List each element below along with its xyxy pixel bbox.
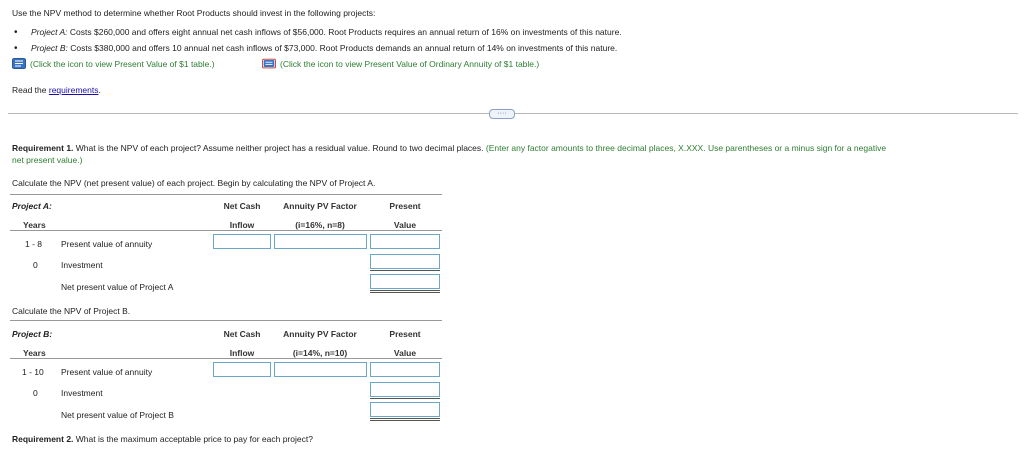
row-label: Investment	[61, 260, 103, 270]
requirement-1-hint-cont: net present value.)	[12, 155, 83, 165]
subtotal-rule	[370, 398, 440, 399]
row-label: Net present value of Project A	[61, 282, 174, 292]
table-icon[interactable]	[12, 58, 26, 69]
table-top-rule	[10, 194, 442, 195]
npv-project-a-input[interactable]	[370, 274, 440, 289]
requirement-1-question	[12, 143, 886, 153]
investment-input[interactable]	[370, 254, 440, 269]
project-a-description	[31, 27, 622, 37]
read-suffix: .	[98, 85, 101, 95]
requirement-1-hint: (Enter any factor amounts to three decimal places, X.XXX. Use parentheses or a minus sign for a negative	[485, 143, 887, 153]
value-header: Value	[393, 220, 417, 230]
years-header: Years	[23, 348, 46, 358]
years-cell: 1 - 8	[25, 239, 43, 249]
table-icon[interactable]	[262, 58, 276, 69]
present-header: Present	[389, 201, 421, 211]
net-cash-inflow-input[interactable]	[213, 234, 271, 249]
header-rule	[10, 358, 442, 359]
value-header: Value	[393, 348, 417, 358]
row-label: Investment	[61, 388, 103, 398]
project-b-table-label: Project B:	[12, 329, 53, 339]
years-cell: 0	[33, 260, 38, 270]
project-a-text: Costs $260,000 and offers eight annual net cash inflows of $56,000. Root Products requires an annual return of 16% on investments of this nature.	[67, 27, 622, 37]
factor-sub-header: (i=14%, n=10)	[292, 348, 348, 358]
requirement-1-text: What is the NPV of each project? Assume neither project has a residual value. Round to two decimal places.	[73, 143, 484, 153]
requirement-1-label: Requirement 1.	[12, 143, 74, 153]
years-header: Years	[23, 220, 46, 230]
factor-sub-header: (i=16%, n=8)	[295, 220, 345, 230]
net-cash-header: Net Cash	[223, 201, 261, 211]
calc-a-instruction: Calculate the NPV (net present value) of each project. Begin by calculating the NPV of Project A.	[12, 178, 376, 188]
instruction-text: Use the NPV method to determine whether Root Products should invest in the following projects:	[12, 8, 376, 18]
annuity-factor-input[interactable]	[274, 362, 367, 377]
project-b-text: Costs $380,000 and offers 10 annual net cash inflows of $73,000. Root Products demands an annual return of 14% on investments of this nature.	[67, 43, 618, 53]
requirement-2-question	[12, 434, 313, 444]
bullet: •	[14, 27, 18, 38]
annuity-factor-header: Annuity PV Factor	[283, 329, 357, 339]
npv-project-b-input[interactable]	[370, 402, 440, 417]
read-requirements-text	[12, 85, 101, 95]
row-label: Present value of annuity	[61, 239, 153, 249]
requirement-2-label: Requirement 2.	[12, 434, 74, 444]
inflow-header: Inflow	[229, 348, 255, 358]
years-cell: 1 - 10	[22, 367, 44, 377]
requirements-link[interactable]: requirements	[48, 85, 99, 95]
row-label: Present value of annuity	[61, 367, 153, 377]
header-rule	[10, 230, 442, 231]
annuity-table-link[interactable]: (Click the icon to view Present Value of Ordinary Annuity of $1 table.)	[280, 59, 540, 69]
net-cash-header: Net Cash	[223, 329, 261, 339]
present-header: Present	[389, 329, 421, 339]
inflow-header: Inflow	[229, 220, 255, 230]
bullet: •	[14, 43, 18, 54]
years-cell: 0	[33, 388, 38, 398]
project-b-description	[31, 43, 617, 53]
requirement-2-text: What is the maximum acceptable price to pay for each project?	[73, 434, 313, 444]
subtotal-rule	[370, 270, 440, 271]
net-cash-inflow-input[interactable]	[213, 362, 271, 377]
row-label: Net present value of Project B	[61, 410, 174, 420]
annuity-factor-input[interactable]	[274, 234, 367, 249]
total-double-rule	[370, 290, 440, 293]
expand-button[interactable]: ····	[489, 109, 515, 119]
table-top-rule	[10, 320, 442, 321]
total-double-rule	[370, 418, 440, 421]
read-prefix: Read the	[12, 85, 49, 95]
project-a-label: Project A:	[31, 27, 68, 37]
project-a-table-label: Project A:	[12, 201, 52, 211]
present-value-input[interactable]	[370, 362, 440, 377]
present-value-input[interactable]	[370, 234, 440, 249]
calc-b-instruction: Calculate the NPV of Project B.	[12, 306, 131, 316]
pv-table-link[interactable]: (Click the icon to view Present Value of $1 table.)	[30, 59, 215, 69]
annuity-factor-header: Annuity PV Factor	[283, 201, 357, 211]
investment-input[interactable]	[370, 382, 440, 397]
project-b-label: Project B:	[31, 43, 68, 53]
